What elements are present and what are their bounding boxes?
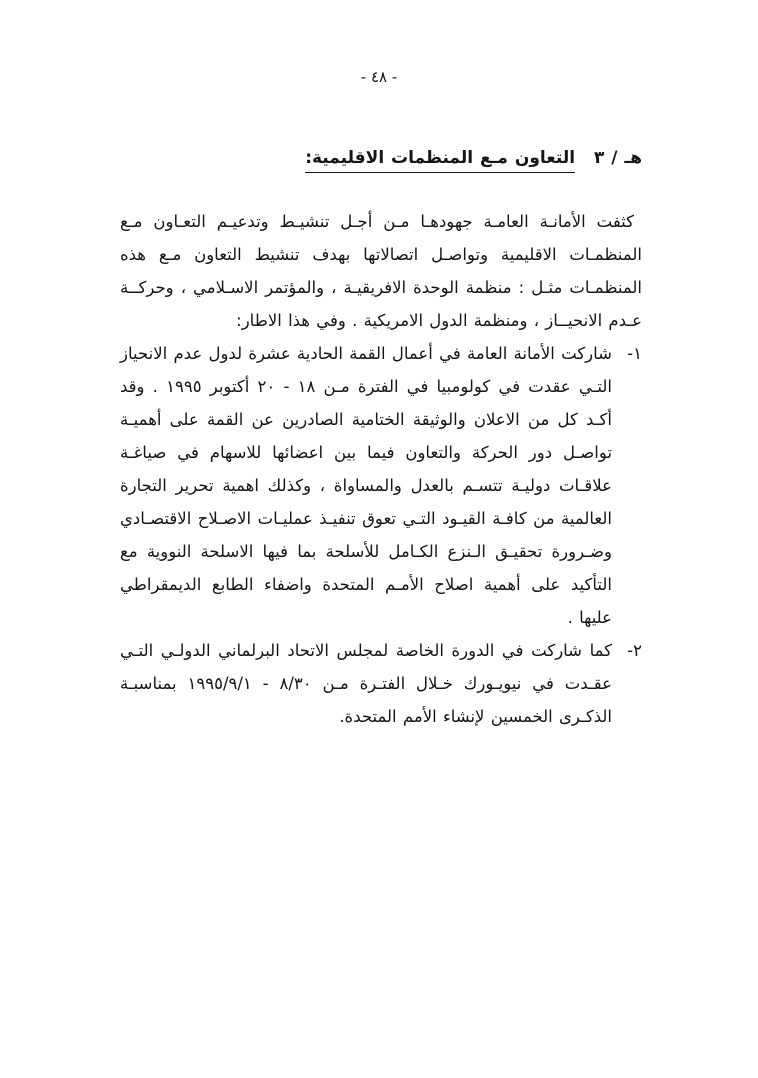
heading-title: التعاون مـع المنظمات الاقليمية: <box>305 148 575 173</box>
heading-marker: هـ / ٣ <box>593 148 642 168</box>
section-heading <box>120 142 642 175</box>
intro-paragraph: كثفت الأمانـة العامـة جهودهـا مـن أجـل تنشيـط وتدعيـم التعـاون مـع المنظمـات الاقليمية وتواصـل اتصالاتها بهدف تنشيط التعاون مـع هذه المنظمـات مثـل : منظمة الوحدة الافريقيـة ، والمؤتمر الاسـلامي ، وحركــة عـدم الانحيــاز ، ومنظمة الدول الامريكية . وفي هذا الاطار: <box>120 212 642 330</box>
list-item <box>120 337 642 634</box>
page-number: - ٤٨ - <box>360 68 398 86</box>
list-item-text: شاركت الأمانة العامة في أعمال القمة الحادية عشرة لدول عدم الانحياز التـي عقدت في كولومبيا في الفترة مـن ١٨ - ٢٠ أكتوبر ١٩٩٥ . وقد أكـد كل من الاعلان والوثيقة الختامية الصادرين عن القمة على أهميـة تواصـل دور الحركة والتعاون فيما بين اعضائها للاسهام في صياغـة علاقـات دوليـة تتسـم بالعدل والمساواة ، وكذلك اهمية تحرير التجارة العالمية من كافـة القيـود التـي تعوق تنفيـذ عمليـات الاصـلاح الاقتصـادي وضـرورة تحقيـق الـنزع الكـامل للأسلحة بما فيها الاسلحة النووية مع التأكيد على أهمية اصلاح الأمـم المتحدة واضفاء الطابع الديمقراطي عليها . <box>120 344 612 627</box>
list-item-marker: ٢- <box>627 641 642 660</box>
list-item-marker: ١- <box>627 344 642 363</box>
document-content <box>120 142 642 733</box>
list-item-text: كما شاركت في الدورة الخاصة لمجلس الاتحاد البرلماني الدولـي التـي عقـدت في نيويـورك خـلال الفتـرة مـن ٨/٣٠ - ١٩٩٥/٩/١ بمناسبـة الذكـرى الخمسين لإنشاء الأمم المتحدة. <box>120 641 612 726</box>
list-item <box>120 634 642 733</box>
